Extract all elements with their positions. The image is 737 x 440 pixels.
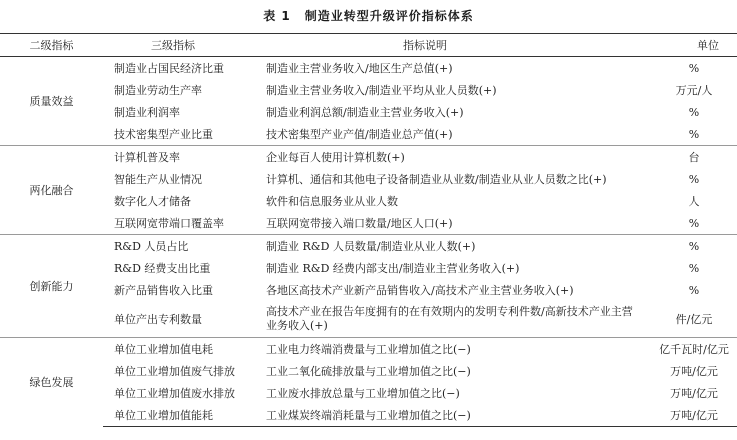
indicator-description: 工业煤炭终端消耗量与工业增加值之比(−) — [253, 404, 639, 427]
indicator-unit: 万吨/亿元 — [670, 364, 718, 378]
table-row — [0, 360, 737, 382]
indicator-unit: 亿千瓦时/亿元 — [639, 338, 737, 361]
indicator-unit: 件/亿元 — [675, 312, 713, 326]
indicator-description: 制造业 R&D 经费内部支出/制造业主营业务收入(+) — [266, 261, 520, 275]
table-row — [0, 279, 737, 301]
indicator-name: 单位工业增加值废气排放 — [114, 364, 235, 378]
indicator-unit: % — [688, 172, 700, 186]
table-row — [0, 101, 737, 123]
indicator-description: 工业二氧化硫排放量与工业增加值之比(−) — [266, 364, 471, 378]
indicator-unit: 万元/人 — [675, 83, 713, 97]
indicator-name: 制造业劳动生产率 — [114, 83, 202, 97]
indicator-unit: % — [688, 127, 700, 141]
indicator-unit: % — [688, 261, 700, 275]
header-level3: 三级指标 — [103, 34, 253, 57]
indicator-unit: % — [688, 283, 700, 297]
indicator-unit: 万吨/亿元 — [670, 386, 718, 400]
table-number: 表 1 — [263, 9, 291, 23]
indicator-name: 单位工业增加值能耗 — [103, 404, 253, 427]
table-row — [0, 404, 737, 427]
indicator-description: 计算机、通信和其他电子设备制造业从业数/制造业从业人员数之比(+) — [266, 172, 607, 186]
table-row — [0, 57, 737, 80]
indicator-unit: 万吨/亿元 — [639, 404, 737, 427]
table-row — [0, 190, 737, 212]
indicator-unit: % — [688, 105, 700, 119]
table-row — [0, 257, 737, 279]
indicator-name: 技术密集型产业比重 — [114, 127, 213, 141]
indicator-name: 单位产出专利数量 — [114, 312, 202, 326]
indicator-name: 新产品销售收入比重 — [114, 283, 213, 297]
table-row — [0, 212, 737, 235]
indicator-description: 软件和信息服务业从业人数 — [266, 194, 398, 208]
indicator-name: R&D 经费支出比重 — [114, 261, 211, 275]
indicator-description: 工业废水排放总量与工业增加值之比(−) — [266, 386, 460, 400]
indicator-name: 制造业占国民经济比重 — [103, 57, 253, 80]
table-row — [0, 338, 737, 361]
header-row — [0, 34, 737, 57]
table-row — [0, 301, 737, 338]
header-unit: 单位 — [639, 34, 737, 57]
group-label: 创新能力 — [0, 235, 103, 338]
indicator-description: 各地区高技术产业新产品销售收入/高技术产业主营业务收入(+) — [266, 283, 574, 297]
header-description: 指标说明 — [253, 34, 639, 57]
indicator-description: 技术密集型产业产值/制造业总产值(+) — [266, 127, 453, 141]
indicator-name: 智能生产从业情况 — [114, 172, 202, 186]
indicator-unit: 台 — [639, 146, 737, 169]
indicator-name: 单位工业增加值电耗 — [103, 338, 253, 361]
indicator-unit: % — [639, 235, 737, 258]
indicator-table — [0, 33, 737, 427]
indicator-description: 互联网宽带接入端口数量/地区人口(+) — [266, 216, 453, 230]
table-row — [0, 79, 737, 101]
group-label: 质量效益 — [0, 57, 103, 146]
indicator-description: 制造业 R&D 人员数量/制造业从业人数(+) — [253, 235, 639, 258]
table-row — [0, 168, 737, 190]
group-label: 两化融合 — [0, 146, 103, 235]
indicator-name: 计算机普及率 — [103, 146, 253, 169]
indicator-description: 企业每百人使用计算机数(+) — [253, 146, 639, 169]
indicator-description: 工业电力终端消费量与工业增加值之比(−) — [253, 338, 639, 361]
table-row — [0, 235, 737, 258]
indicator-unit: 人 — [688, 194, 700, 208]
indicator-description: 制造业主营业务收入/地区生产总值(+) — [253, 57, 639, 80]
group-label: 绿色发展 — [0, 338, 103, 427]
indicator-name: R&D 人员占比 — [103, 235, 253, 258]
indicator-unit: % — [639, 57, 737, 80]
indicator-name: 单位工业增加值废水排放 — [114, 386, 235, 400]
indicator-unit: % — [688, 216, 700, 230]
indicator-name: 制造业利润率 — [114, 105, 180, 119]
indicator-description: 制造业主营业务收入/制造业平均从业人员数(+) — [266, 83, 497, 97]
indicator-description: 高技术产业在报告年度拥有的在有效期内的发明专利件数/高新技术产业主营业务收入(+) — [266, 305, 633, 332]
table-row — [0, 123, 737, 146]
indicator-name: 数字化人才储备 — [114, 194, 191, 208]
header-level2: 二级指标 — [0, 34, 103, 57]
table-title: 制造业转型升级评价指标体系 — [304, 9, 474, 23]
indicator-name: 互联网宽带端口覆盖率 — [114, 216, 224, 230]
indicator-description: 制造业利润总额/制造业主营业务收入(+) — [266, 105, 464, 119]
table-caption — [0, 7, 737, 24]
table-row — [0, 382, 737, 404]
table-row — [0, 146, 737, 169]
